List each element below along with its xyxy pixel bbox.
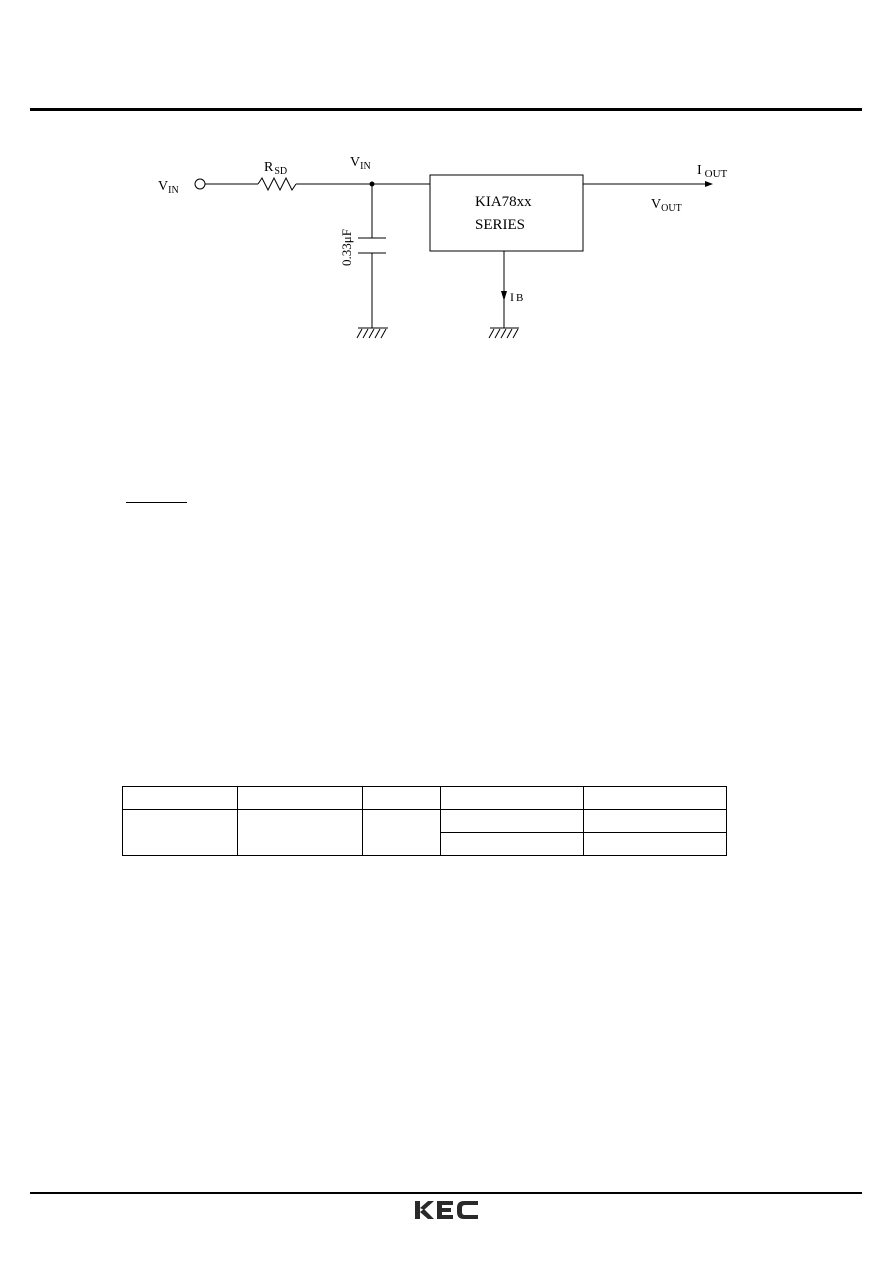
iout-arrow-icon bbox=[705, 181, 713, 187]
input-terminal bbox=[195, 179, 205, 189]
table-cell bbox=[441, 787, 584, 810]
rsd-label: $R_{SD}$ bbox=[264, 160, 288, 177]
table-cell bbox=[363, 787, 441, 810]
application-circuit-diagram bbox=[0, 0, 892, 400]
table-row bbox=[123, 787, 727, 810]
ic-series-label: SERIES bbox=[475, 217, 526, 233]
ground-symbol-capacitor bbox=[357, 328, 388, 338]
table-cell bbox=[584, 787, 727, 810]
vin-input-label: $V_{IN}$ bbox=[158, 179, 179, 196]
table-cell bbox=[238, 810, 363, 856]
resistor-rsd bbox=[258, 178, 296, 190]
table-cell bbox=[123, 787, 238, 810]
ib-label: I B bbox=[510, 290, 524, 304]
spec-table bbox=[122, 786, 727, 856]
table-row bbox=[123, 810, 727, 833]
section-underline bbox=[126, 502, 187, 503]
table-cell bbox=[363, 810, 441, 856]
ground-symbol-regulator bbox=[489, 328, 519, 338]
table-cell bbox=[441, 833, 584, 856]
table-cell bbox=[584, 810, 727, 833]
vout-label: $V_{OUT}$ bbox=[651, 197, 682, 214]
ib-arrow-icon bbox=[501, 291, 507, 301]
junction-dot bbox=[370, 182, 375, 187]
table-cell bbox=[238, 787, 363, 810]
regulator-ic-block bbox=[430, 175, 583, 251]
ic-name-label: KIA78xx bbox=[475, 194, 532, 210]
vin-node-label: $V_{IN}$ bbox=[350, 155, 371, 172]
table-cell bbox=[584, 833, 727, 856]
kec-logo bbox=[412, 1197, 480, 1223]
footer-rule bbox=[30, 1192, 862, 1194]
iout-label: I $_{OUT}$ bbox=[697, 163, 728, 180]
table-cell bbox=[441, 810, 584, 833]
capacitor-value-label: 0.33μF bbox=[339, 229, 354, 266]
table-cell bbox=[123, 810, 238, 856]
